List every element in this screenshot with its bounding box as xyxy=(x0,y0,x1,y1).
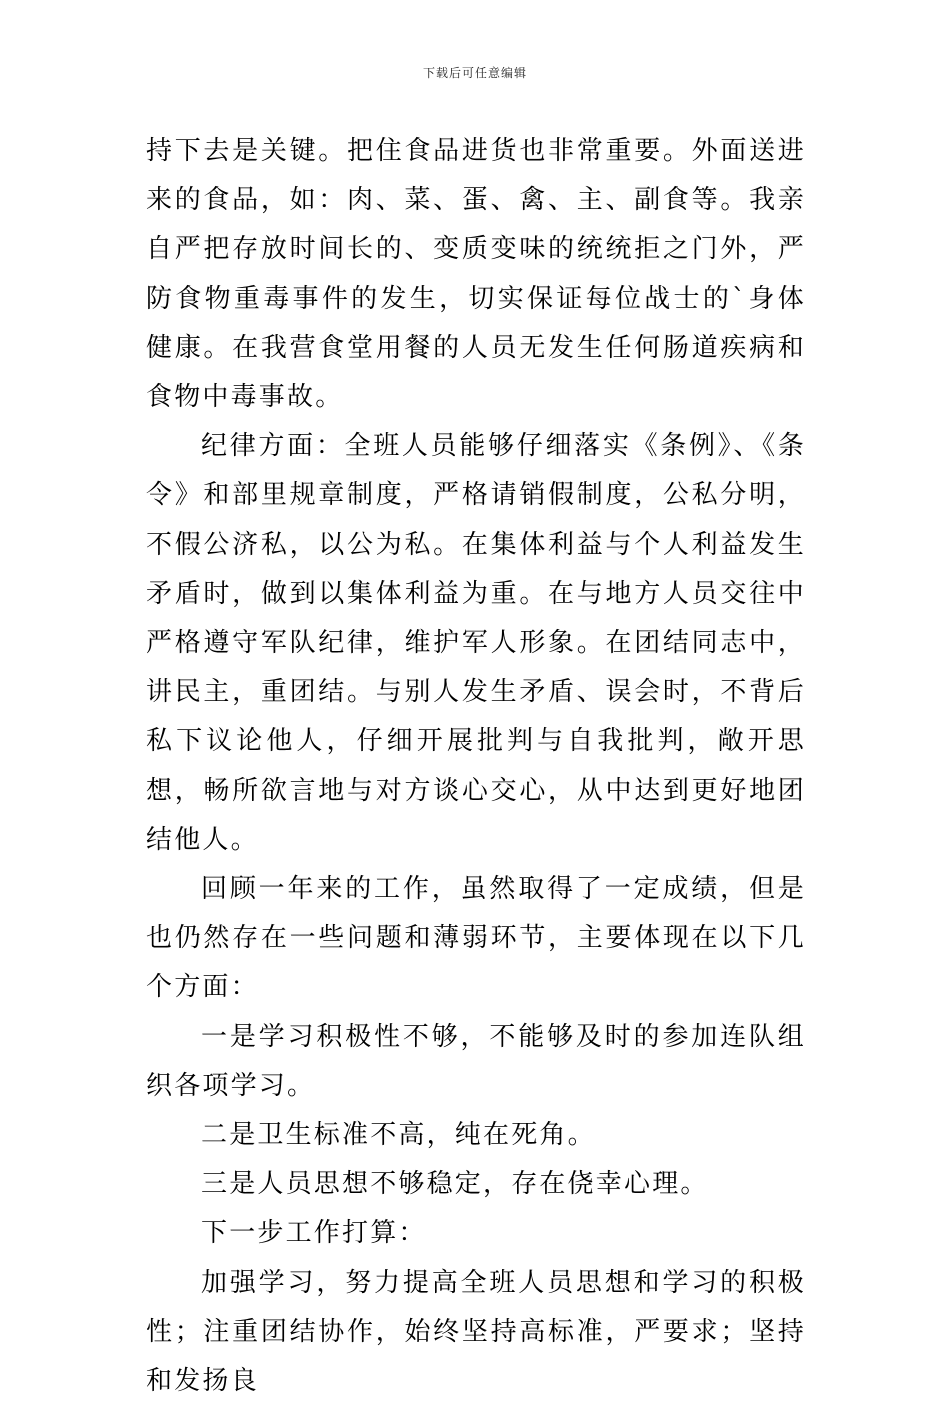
paragraph-issue-three: 三是人员思想不够稳定，存在侥幸心理。 xyxy=(201,1169,709,1200)
paragraph-food-safety: 持下去是关键。把住食品进货也非常重要。外面送进来的食品，如：肉、菜、蛋、禽、主、副食等。我亲自严把存放时间长的、变质变味的统统拒之门外，严防食物重毒事件的发生，切实保证每位战士的`身体健康。在我营食堂用餐的人员无发生任何肠道疾病和食物中毒事故。 xyxy=(146,136,806,413)
document-body xyxy=(146,127,806,1406)
paragraph-issue-two: 二是卫生标准不高，纯在死角。 xyxy=(201,1120,596,1151)
paragraph-discipline: 纪律方面：全班人员能够仔细落实《条例》、《条令》和部里规章制度，严格请销假制度，公私分明，不假公济私，以公为私。在集体利益与个人利益发生矛盾时，做到以集体利益为重。在与地方人员交往中严格遵守军队纪律，维护军人形象。在团结同志中，讲民主，重团结。与别人发生矛盾、误会时，不背后私下议论他人，仔细开展批判与自我批判，敞开思想，畅所欲言地与对方谈心交心，从中达到更好地团结他人。 xyxy=(146,431,806,855)
paragraph-next-steps: 加强学习，努力提高全班人员思想和学习的积极性；注重团结协作，始终坚持高标准，严要求；坚持和发扬良 xyxy=(146,1267,806,1397)
paragraph-issue-one: 一是学习积极性不够，不能够及时的参加连队组织各项学习。 xyxy=(146,1021,806,1101)
paragraph-next-steps-heading: 下一步工作打算： xyxy=(201,1218,427,1249)
paragraph-review: 回顾一年来的工作，虽然取得了一定成绩，但是也仍然存在一些问题和薄弱环节，主要体现在以下几个方面： xyxy=(146,874,806,1003)
page-header: 下载后可任意编辑 xyxy=(422,66,527,80)
